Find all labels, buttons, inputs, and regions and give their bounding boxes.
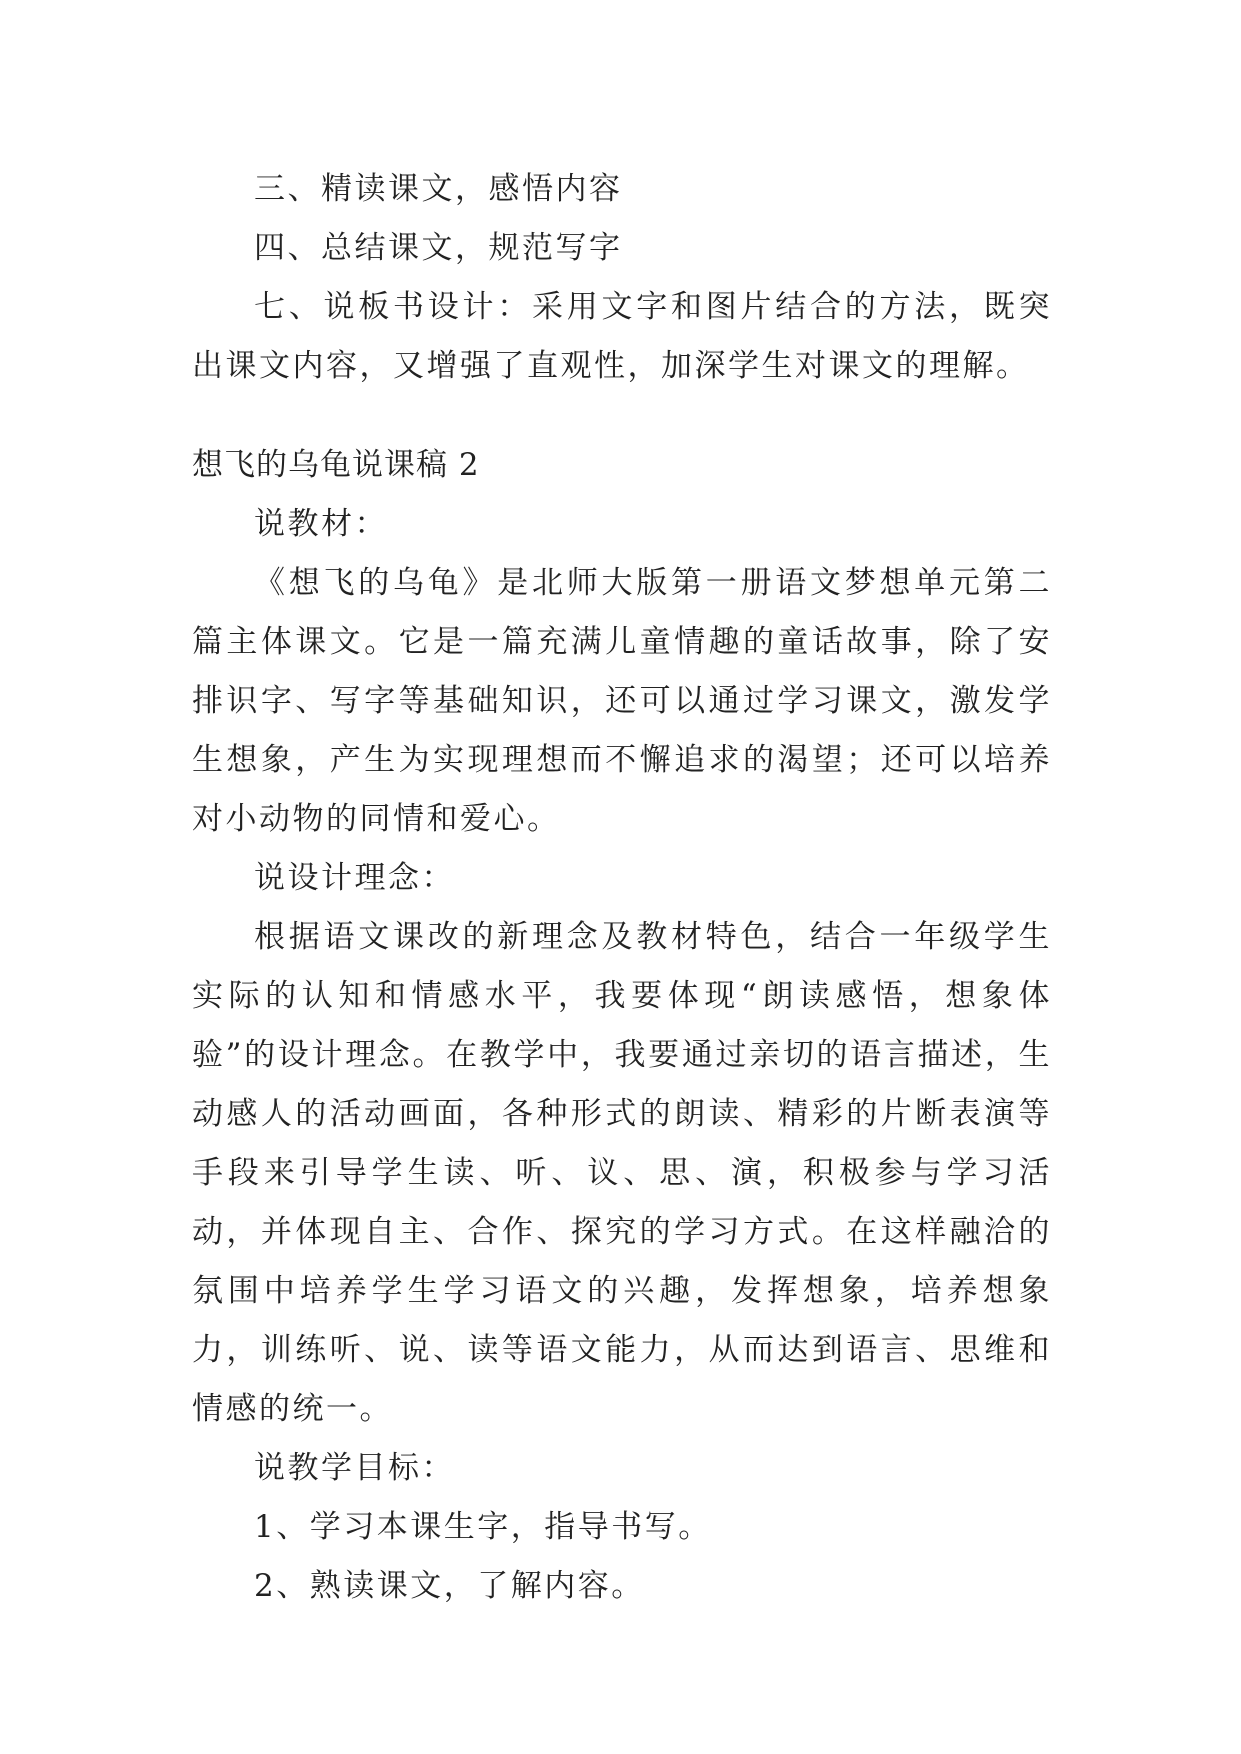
- design-concept-paragraph: 根据语文课改的新理念及教材特色，结合一年级学生实际的认知和情感水平，我要体现“朗读感悟，想象体验”的设计理念。在教学中，我要通过亲切的语言描述，生动感人的活动画面，各种形式的朗读、精彩的片断表演等手段来引导学生读、听、议、思、演，积极参与学习活动，并体现自主、合作、探究的学习方式。在这样融洽的氛围中培养学生学习语文的兴趣，发挥想象，培养想象力，训练听、说、读等语文能力，从而达到语言、思维和情感的统一。: [192, 919, 1052, 1427]
- textbook-heading: 说教材：: [254, 506, 388, 542]
- outline-item-4: 四、总结课文，规范写字: [254, 230, 623, 266]
- board-design-paragraph: 七、说板书设计：采用文字和图片结合的方法，既突出课文内容，又增强了直观性，加深学生对课文的理解。: [192, 289, 1052, 384]
- teaching-goal-item-2: 2、熟读课文，了解内容。: [254, 1568, 645, 1604]
- textbook-paragraph: 《想飞的乌龟》是北师大版第一册语文梦想单元第二篇主体课文。它是一篇充满儿童情趣的童话故事，除了安排识字、写字等基础知识，还可以通过学习课文，激发学生想象，产生为实现理想而不懈追求的渴望；还可以培养对小动物的同情和爱心。: [192, 565, 1052, 837]
- teaching-goals-heading: 说教学目标：: [254, 1450, 455, 1486]
- teaching-goal-item-1: 1、学习本课生字，指导书写。: [254, 1509, 712, 1545]
- design-concept-heading: 说设计理念：: [254, 860, 455, 896]
- outline-item-3: 三、精读课文，感悟内容: [254, 171, 623, 207]
- section-title: 想飞的乌龟说课稿 2: [192, 447, 480, 483]
- document-body: [192, 160, 1052, 1616]
